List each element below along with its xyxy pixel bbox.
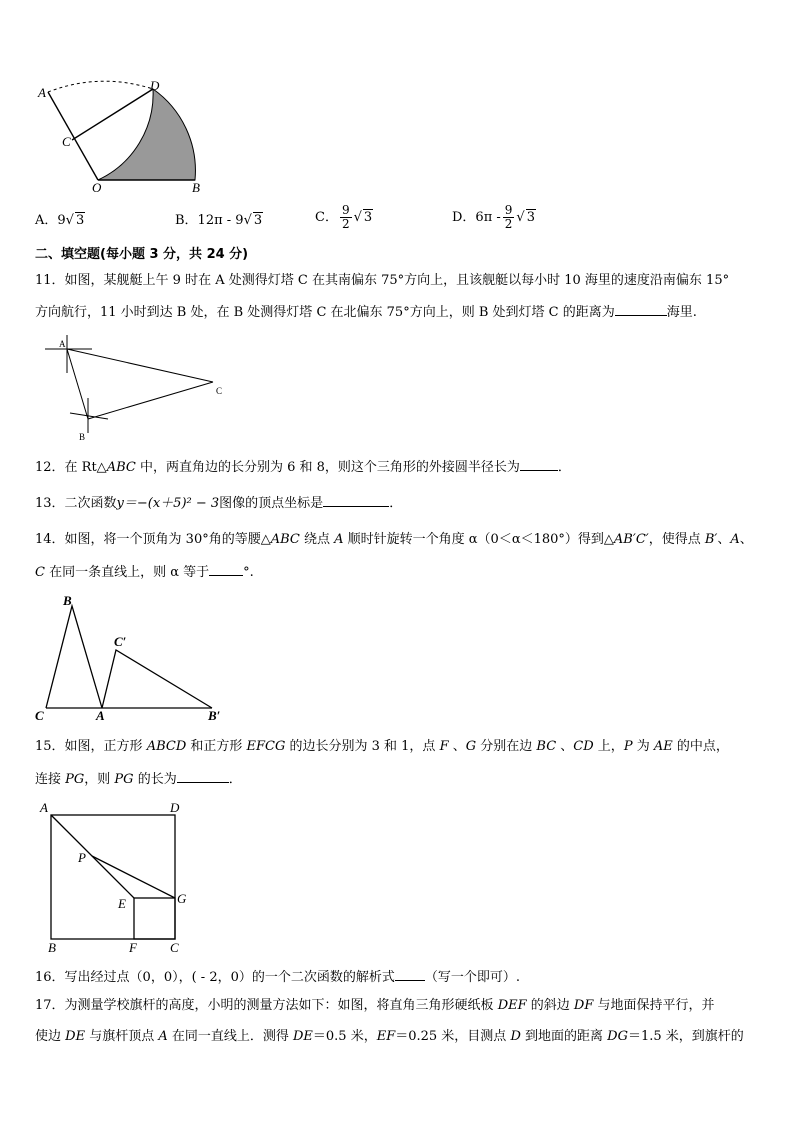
option-c: C． $\frac{9}{2}$ √ 3 <box>315 203 373 231</box>
q14-answer-blank[interactable] <box>209 563 243 576</box>
label-D: D <box>150 78 160 93</box>
triangle-ab1c1 <box>102 650 212 708</box>
q12-text: 12．在 Rt△ABC 中，两直角边的长分别为 6 和 8，则这个三角形的外接圆半径长为 ． <box>35 460 571 475</box>
q11-answer-blank[interactable] <box>615 303 667 316</box>
label-B: B <box>79 432 86 442</box>
shaded-region <box>98 89 195 180</box>
q17-line1: 17．为测量学校旗杆的高度，小明的测量方法如下：如图，将直角三角形硬纸板 DEF 的斜边 DF 与地面保持平行，并 <box>35 998 715 1013</box>
label-B: B <box>63 593 72 608</box>
label-A: A <box>38 85 46 100</box>
q15-line2: 连接 PG，则 PG 的长为 ． <box>35 772 242 787</box>
triangle-abc <box>46 606 102 708</box>
q13-text: 13．二次函数y＝−(x＋5)² − 3图像的顶点坐标是 ． <box>35 496 403 511</box>
figure-sector <box>30 78 220 198</box>
q15-line1: 15．如图，正方形 ABCD 和正方形 EFCG 的边长分别为 3 和 1，点 F 、G 分别在边 BC 、CD 上，P 为 AE 的中点， <box>35 739 729 754</box>
label-B: B <box>192 180 200 195</box>
q14-line2: C 在同一条直线上，则 α 等于 °. <box>35 565 254 580</box>
q14-line1: 14．如图，将一个顶角为 30°角的等腰△ABC 绕点 A 顺时针旋转一个角度 α（0＜α＜180°）得到△AB′C′，使得点 B′、A、 <box>35 532 753 547</box>
label-C: C <box>216 386 223 396</box>
label-B1: B′ <box>208 708 221 723</box>
label-C: C <box>35 708 44 723</box>
label-O: O <box>92 180 102 195</box>
q17-line2: 使边 DE 与旗杆顶点 A 在同一直线上．测得 DE＝0.5 米，EF＝0.25 米，目测点 D 到地面的距离 DG＝1.5 米，到旗杆的 <box>35 1029 744 1044</box>
label-G: G <box>177 891 187 906</box>
label-B: B <box>48 940 56 955</box>
q11-line2: 方向航行，11 小时到达 B 处，在 B 处测得灯塔 C 在北偏东 75°方向上，则 B 处到灯塔 C 的距离为 海里. <box>35 305 697 320</box>
segment-cd <box>72 89 153 140</box>
label-F: F <box>129 940 137 955</box>
figure-rotation <box>30 590 230 725</box>
square-efcg <box>134 898 175 939</box>
segment-pg <box>92 856 175 898</box>
option-d: D．6π - $\frac{9}{2}$ √ 3 <box>452 203 535 231</box>
figure-bearing <box>40 333 240 443</box>
q12-answer-blank[interactable] <box>520 458 558 471</box>
label-A: A <box>96 708 105 723</box>
q15-answer-blank[interactable] <box>177 770 229 783</box>
label-D: D <box>170 800 180 815</box>
q13-answer-blank[interactable] <box>323 494 389 507</box>
label-C: C <box>62 134 71 149</box>
q16-answer-blank[interactable] <box>395 968 425 981</box>
q11-line1: 11．如图，某舰艇上午 9 时在 A 处测得灯塔 C 在其南偏东 75°方向上，且该舰艇以每小时 10 海里的速度沿南偏东 15° <box>35 273 730 288</box>
label-C: C <box>170 940 179 955</box>
label-E: E <box>118 896 126 911</box>
label-P: P <box>78 850 86 865</box>
segment-ab <box>67 349 88 419</box>
q16-text: 16．写出经过点（0，0），( - 2，0）的一个二次函数的解析式 （写一个即可）. <box>35 970 520 985</box>
option-b: B．12π - 9√ 3 <box>175 213 263 228</box>
segment-oa <box>48 92 98 180</box>
option-a: A．9√ 3 <box>35 213 85 228</box>
label-A: A <box>59 339 66 349</box>
label-C1: C′ <box>114 634 127 649</box>
label-A: A <box>40 800 48 815</box>
segment-bc <box>88 382 213 419</box>
arc-ad-dashed <box>48 81 153 92</box>
section-heading: 二、填空题(每小题 3 分，共 24 分) <box>35 247 249 262</box>
figure-squares <box>38 796 198 956</box>
segment-ac <box>67 349 213 382</box>
